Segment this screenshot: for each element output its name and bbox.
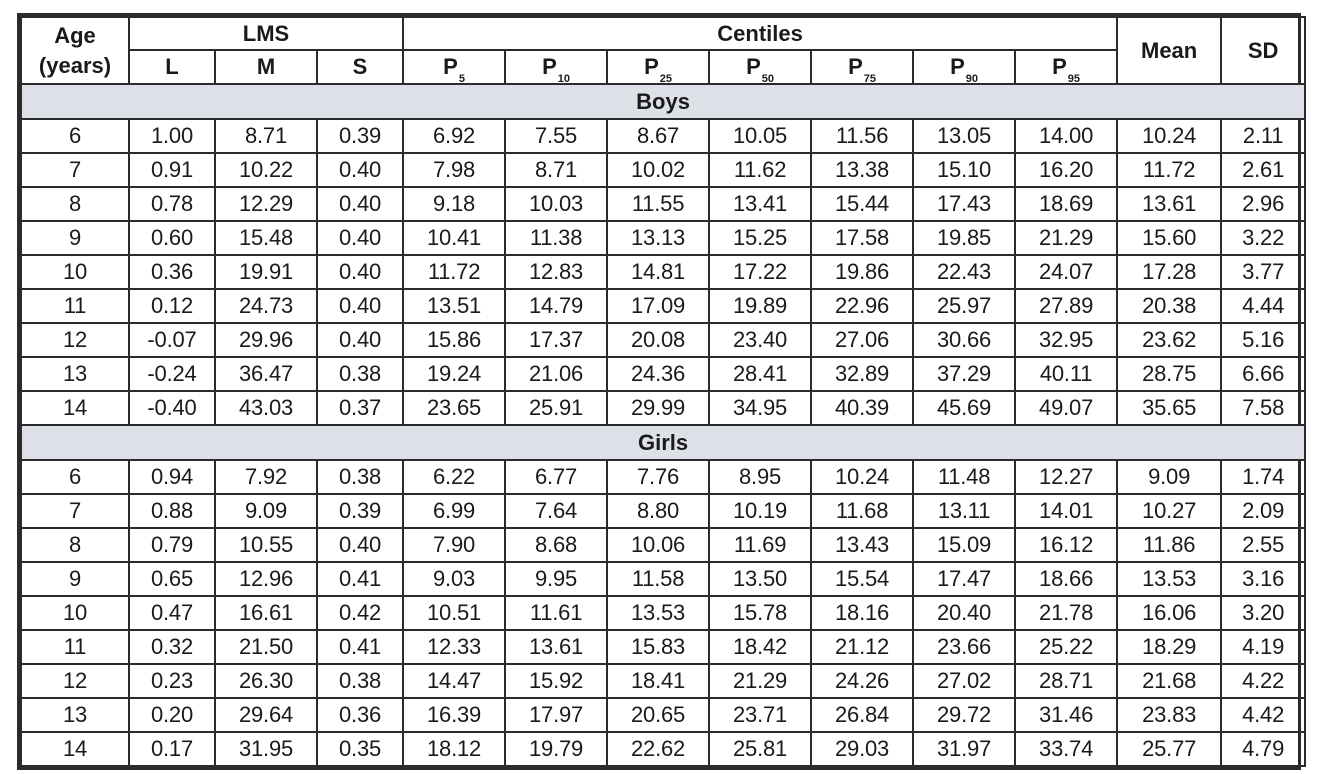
table-cell: 10.19 <box>709 494 811 528</box>
table-cell: 33.74 <box>1015 732 1117 766</box>
table-cell: 31.46 <box>1015 698 1117 732</box>
table-cell: 0.94 <box>129 460 215 494</box>
table-row <box>21 732 1305 766</box>
table-frame <box>17 13 1301 770</box>
table-cell: 15.78 <box>709 596 811 630</box>
table-cell: 0.36 <box>317 698 403 732</box>
table-cell: 15.09 <box>913 528 1015 562</box>
table-cell: 10.24 <box>811 460 913 494</box>
table-cell: 29.03 <box>811 732 913 766</box>
table-cell: 15.10 <box>913 153 1015 187</box>
sd-header: SD <box>1221 17 1305 84</box>
table-cell: -0.07 <box>129 323 215 357</box>
table-cell: 22.96 <box>811 289 913 323</box>
table-cell: 4.79 <box>1221 732 1305 766</box>
table-cell: 23.62 <box>1117 323 1221 357</box>
table-cell: 12.96 <box>215 562 317 596</box>
table-cell: 31.95 <box>215 732 317 766</box>
table-cell: 14.79 <box>505 289 607 323</box>
table-cell: 2.09 <box>1221 494 1305 528</box>
table-cell: 11.38 <box>505 221 607 255</box>
table-row <box>21 664 1305 698</box>
table-cell: 9.18 <box>403 187 505 221</box>
table-cell: 0.40 <box>317 221 403 255</box>
table-cell: 3.16 <box>1221 562 1305 596</box>
table-cell: 26.30 <box>215 664 317 698</box>
table-cell: 0.88 <box>129 494 215 528</box>
table-cell: 13.51 <box>403 289 505 323</box>
table-cell: 18.69 <box>1015 187 1117 221</box>
table-cell: 11.68 <box>811 494 913 528</box>
table-cell: 8.67 <box>607 119 709 153</box>
table-cell: 4.19 <box>1221 630 1305 664</box>
table-cell: 13.61 <box>505 630 607 664</box>
table-cell: 0.23 <box>129 664 215 698</box>
table-cell: 17.58 <box>811 221 913 255</box>
table-cell: 3.22 <box>1221 221 1305 255</box>
table-cell: 13.43 <box>811 528 913 562</box>
table-cell: 8.71 <box>215 119 317 153</box>
table-cell: 18.41 <box>607 664 709 698</box>
table-cell: 16.06 <box>1117 596 1221 630</box>
table-cell: 14.01 <box>1015 494 1117 528</box>
table-cell: 9.95 <box>505 562 607 596</box>
table-cell: 11.86 <box>1117 528 1221 562</box>
table-cell: 10.03 <box>505 187 607 221</box>
table-cell: 18.66 <box>1015 562 1117 596</box>
table-cell: 3.20 <box>1221 596 1305 630</box>
table-cell: 2.96 <box>1221 187 1305 221</box>
table-cell: 13.11 <box>913 494 1015 528</box>
centile-col-p95: $P_{95}$ <box>1015 50 1117 84</box>
table-cell: 15.25 <box>709 221 811 255</box>
table-cell: 20.38 <box>1117 289 1221 323</box>
table-cell: 9.09 <box>215 494 317 528</box>
section-row-girls <box>21 425 1305 460</box>
table-cell: 10.55 <box>215 528 317 562</box>
table-cell: 0.20 <box>129 698 215 732</box>
table-cell: 14 <box>21 732 129 766</box>
table-cell: 11.69 <box>709 528 811 562</box>
table-cell: 0.41 <box>317 630 403 664</box>
table-cell: 11 <box>21 289 129 323</box>
table-cell: 17.09 <box>607 289 709 323</box>
table-cell: 11 <box>21 630 129 664</box>
table-cell: 2.11 <box>1221 119 1305 153</box>
table-cell: 9.09 <box>1117 460 1221 494</box>
table-cell: 0.38 <box>317 664 403 698</box>
table-cell: 6 <box>21 460 129 494</box>
table-cell: 8.95 <box>709 460 811 494</box>
table-cell: 8.68 <box>505 528 607 562</box>
table-cell: 11.72 <box>403 255 505 289</box>
table-cell: 34.95 <box>709 391 811 425</box>
table-cell: 29.99 <box>607 391 709 425</box>
table-cell: 0.38 <box>317 460 403 494</box>
table-cell: 0.36 <box>129 255 215 289</box>
table-row <box>21 187 1305 221</box>
table-cell: 7.64 <box>505 494 607 528</box>
table-cell: 28.71 <box>1015 664 1117 698</box>
table-cell: 9 <box>21 221 129 255</box>
table-cell: 21.78 <box>1015 596 1117 630</box>
table-cell: 19.91 <box>215 255 317 289</box>
table-cell: 14.47 <box>403 664 505 698</box>
table-cell: 35.65 <box>1117 391 1221 425</box>
table-cell: 17.97 <box>505 698 607 732</box>
table-cell: 0.35 <box>317 732 403 766</box>
table-cell: 15.48 <box>215 221 317 255</box>
table-cell: 0.40 <box>317 187 403 221</box>
table-cell: 0.60 <box>129 221 215 255</box>
table-cell: 49.07 <box>1015 391 1117 425</box>
table-cell: 40.39 <box>811 391 913 425</box>
table-cell: 13.38 <box>811 153 913 187</box>
age-label: Age <box>54 22 96 48</box>
age-header <box>21 17 129 84</box>
table-cell: 15.54 <box>811 562 913 596</box>
table-row <box>21 528 1305 562</box>
section-title: Boys <box>21 84 1305 119</box>
table-cell: 13.53 <box>1117 562 1221 596</box>
table-cell: 0.40 <box>317 289 403 323</box>
table-cell: 11.61 <box>505 596 607 630</box>
table-cell: 11.55 <box>607 187 709 221</box>
table-cell: 1.74 <box>1221 460 1305 494</box>
table-row <box>21 494 1305 528</box>
table-cell: 23.65 <box>403 391 505 425</box>
table-cell: 24.07 <box>1015 255 1117 289</box>
table-cell: 32.89 <box>811 357 913 391</box>
table-cell: 10.51 <box>403 596 505 630</box>
table-cell: 10.02 <box>607 153 709 187</box>
table-cell: 27.06 <box>811 323 913 357</box>
table-cell: 12.33 <box>403 630 505 664</box>
table-cell: 7.92 <box>215 460 317 494</box>
centile-col-p90: $P_{90}$ <box>913 50 1015 84</box>
table-cell: -0.24 <box>129 357 215 391</box>
table-cell: 10.24 <box>1117 119 1221 153</box>
lms-col-l: L <box>129 50 215 84</box>
table-cell: 3.77 <box>1221 255 1305 289</box>
table-cell: 43.03 <box>215 391 317 425</box>
table-cell: 6.66 <box>1221 357 1305 391</box>
table-cell: 10.22 <box>215 153 317 187</box>
centile-col-p5: $P_5$ <box>403 50 505 84</box>
table-cell: 0.17 <box>129 732 215 766</box>
table-row <box>21 119 1305 153</box>
table-cell: 0.65 <box>129 562 215 596</box>
table-cell: 18.16 <box>811 596 913 630</box>
table-cell: 11.62 <box>709 153 811 187</box>
table-cell: 27.89 <box>1015 289 1117 323</box>
table-cell: 28.41 <box>709 357 811 391</box>
table-cell: 15.44 <box>811 187 913 221</box>
table-cell: 11.56 <box>811 119 913 153</box>
table-row <box>21 460 1305 494</box>
table-cell: 0.32 <box>129 630 215 664</box>
table-cell: 13.05 <box>913 119 1015 153</box>
table-cell: 10 <box>21 596 129 630</box>
table-cell: 25.22 <box>1015 630 1117 664</box>
table-cell: 45.69 <box>913 391 1015 425</box>
table-cell: 12 <box>21 323 129 357</box>
table-cell: 21.29 <box>709 664 811 698</box>
table-cell: 10 <box>21 255 129 289</box>
table-cell: 40.11 <box>1015 357 1117 391</box>
table-row <box>21 357 1305 391</box>
table-cell: 21.50 <box>215 630 317 664</box>
table-cell: 17.28 <box>1117 255 1221 289</box>
table-cell: 19.85 <box>913 221 1015 255</box>
table-cell: 6 <box>21 119 129 153</box>
table-cell: 12 <box>21 664 129 698</box>
table-cell: 0.78 <box>129 187 215 221</box>
table-cell: 16.61 <box>215 596 317 630</box>
table-cell: 2.55 <box>1221 528 1305 562</box>
table-cell: 0.41 <box>317 562 403 596</box>
table-cell: 11.58 <box>607 562 709 596</box>
table-cell: 20.40 <box>913 596 1015 630</box>
table-cell: 7.90 <box>403 528 505 562</box>
header-row-top <box>21 17 1305 50</box>
table-cell: 15.60 <box>1117 221 1221 255</box>
table-cell: 11.48 <box>913 460 1015 494</box>
table-cell: 0.79 <box>129 528 215 562</box>
table-cell: 8.71 <box>505 153 607 187</box>
table-cell: 25.91 <box>505 391 607 425</box>
table-row <box>21 391 1305 425</box>
table-cell: 8.80 <box>607 494 709 528</box>
table-cell: 24.36 <box>607 357 709 391</box>
table-cell: 6.77 <box>505 460 607 494</box>
table-cell: 23.71 <box>709 698 811 732</box>
table-cell: 7.58 <box>1221 391 1305 425</box>
table-cell: 7 <box>21 153 129 187</box>
table-cell: 23.40 <box>709 323 811 357</box>
table-cell: 6.99 <box>403 494 505 528</box>
table-cell: 10.27 <box>1117 494 1221 528</box>
table-row <box>21 153 1305 187</box>
table-cell: 19.86 <box>811 255 913 289</box>
table-cell: 25.77 <box>1117 732 1221 766</box>
centile-col-p10: $P_{10}$ <box>505 50 607 84</box>
table-cell: 7 <box>21 494 129 528</box>
table-cell: 13.41 <box>709 187 811 221</box>
table-cell: 17.43 <box>913 187 1015 221</box>
table-cell: 10.05 <box>709 119 811 153</box>
centiles-group-header: Centiles <box>403 17 1117 50</box>
table-cell: 26.84 <box>811 698 913 732</box>
table-cell: 17.37 <box>505 323 607 357</box>
table-cell: 7.98 <box>403 153 505 187</box>
table-cell: 2.61 <box>1221 153 1305 187</box>
table-cell: 9 <box>21 562 129 596</box>
table-cell: 23.66 <box>913 630 1015 664</box>
centile-col-p50: $P_{50}$ <box>709 50 811 84</box>
table-cell: 16.39 <box>403 698 505 732</box>
table-row <box>21 221 1305 255</box>
table-body <box>21 84 1305 766</box>
table-cell: 18.29 <box>1117 630 1221 664</box>
table-row <box>21 289 1305 323</box>
table-cell: 4.22 <box>1221 664 1305 698</box>
table-cell: 37.29 <box>913 357 1015 391</box>
table-cell: 4.44 <box>1221 289 1305 323</box>
table-cell: 0.40 <box>317 528 403 562</box>
table-cell: 24.26 <box>811 664 913 698</box>
table-row <box>21 630 1305 664</box>
lms-col-s: S <box>317 50 403 84</box>
table-row <box>21 596 1305 630</box>
table-cell: 30.66 <box>913 323 1015 357</box>
centile-col-p75: $P_{75}$ <box>811 50 913 84</box>
table-cell: 4.42 <box>1221 698 1305 732</box>
table-cell: 19.79 <box>505 732 607 766</box>
table-cell: 0.40 <box>317 153 403 187</box>
table-cell: 1.00 <box>129 119 215 153</box>
table-cell: 13.13 <box>607 221 709 255</box>
table-cell: 15.92 <box>505 664 607 698</box>
table-cell: 13 <box>21 357 129 391</box>
table-cell: 22.43 <box>913 255 1015 289</box>
table-cell: 0.42 <box>317 596 403 630</box>
table-cell: 16.12 <box>1015 528 1117 562</box>
table-cell: 0.40 <box>317 255 403 289</box>
table-cell: 16.20 <box>1015 153 1117 187</box>
table-cell: 0.39 <box>317 494 403 528</box>
table-header <box>21 17 1305 84</box>
mean-header: Mean <box>1117 17 1221 84</box>
table-cell: 18.12 <box>403 732 505 766</box>
table-cell: 28.75 <box>1117 357 1221 391</box>
table-cell: 12.29 <box>215 187 317 221</box>
table-cell: 8 <box>21 528 129 562</box>
table-cell: 10.06 <box>607 528 709 562</box>
table-cell: 20.65 <box>607 698 709 732</box>
table-cell: 14.81 <box>607 255 709 289</box>
table-cell: 17.47 <box>913 562 1015 596</box>
table-cell: 29.96 <box>215 323 317 357</box>
age-units-label: (years) <box>38 52 112 78</box>
table-row <box>21 698 1305 732</box>
section-row-boys <box>21 84 1305 119</box>
table-cell: 18.42 <box>709 630 811 664</box>
table-cell: 13.50 <box>709 562 811 596</box>
table-cell: 22.62 <box>607 732 709 766</box>
table-cell: 10.41 <box>403 221 505 255</box>
table-cell: 17.22 <box>709 255 811 289</box>
table-cell: 21.06 <box>505 357 607 391</box>
table-cell: 5.16 <box>1221 323 1305 357</box>
table-cell: 13.53 <box>607 596 709 630</box>
centile-table <box>20 16 1306 767</box>
table-cell: 13.61 <box>1117 187 1221 221</box>
header-row-sub <box>21 50 1305 84</box>
table-cell: 19.24 <box>403 357 505 391</box>
table-cell: 12.27 <box>1015 460 1117 494</box>
table-cell: 25.97 <box>913 289 1015 323</box>
table-cell: 6.22 <box>403 460 505 494</box>
table-cell: 7.76 <box>607 460 709 494</box>
centile-table-container <box>17 13 1301 770</box>
table-cell: 27.02 <box>913 664 1015 698</box>
table-cell: 0.38 <box>317 357 403 391</box>
table-cell: 0.37 <box>317 391 403 425</box>
table-cell: 19.89 <box>709 289 811 323</box>
table-cell: 21.29 <box>1015 221 1117 255</box>
table-cell: -0.40 <box>129 391 215 425</box>
section-title: Girls <box>21 425 1305 460</box>
table-cell: 31.97 <box>913 732 1015 766</box>
table-row <box>21 562 1305 596</box>
centile-col-p25: $P_{25}$ <box>607 50 709 84</box>
table-cell: 24.73 <box>215 289 317 323</box>
lms-col-m: M <box>215 50 317 84</box>
table-cell: 0.12 <box>129 289 215 323</box>
table-cell: 36.47 <box>215 357 317 391</box>
table-cell: 20.08 <box>607 323 709 357</box>
table-cell: 0.91 <box>129 153 215 187</box>
table-cell: 11.72 <box>1117 153 1221 187</box>
table-cell: 6.92 <box>403 119 505 153</box>
table-cell: 9.03 <box>403 562 505 596</box>
table-cell: 29.72 <box>913 698 1015 732</box>
table-cell: 21.68 <box>1117 664 1221 698</box>
lms-group-header: LMS <box>129 17 403 50</box>
table-cell: 23.83 <box>1117 698 1221 732</box>
table-cell: 14 <box>21 391 129 425</box>
table-cell: 12.83 <box>505 255 607 289</box>
table-cell: 25.81 <box>709 732 811 766</box>
table-cell: 7.55 <box>505 119 607 153</box>
table-cell: 13 <box>21 698 129 732</box>
table-row <box>21 323 1305 357</box>
table-cell: 15.83 <box>607 630 709 664</box>
table-cell: 14.00 <box>1015 119 1117 153</box>
table-row <box>21 255 1305 289</box>
table-cell: 15.86 <box>403 323 505 357</box>
table-cell: 21.12 <box>811 630 913 664</box>
table-cell: 0.47 <box>129 596 215 630</box>
table-cell: 0.39 <box>317 119 403 153</box>
table-cell: 0.40 <box>317 323 403 357</box>
table-cell: 32.95 <box>1015 323 1117 357</box>
table-cell: 8 <box>21 187 129 221</box>
table-cell: 29.64 <box>215 698 317 732</box>
